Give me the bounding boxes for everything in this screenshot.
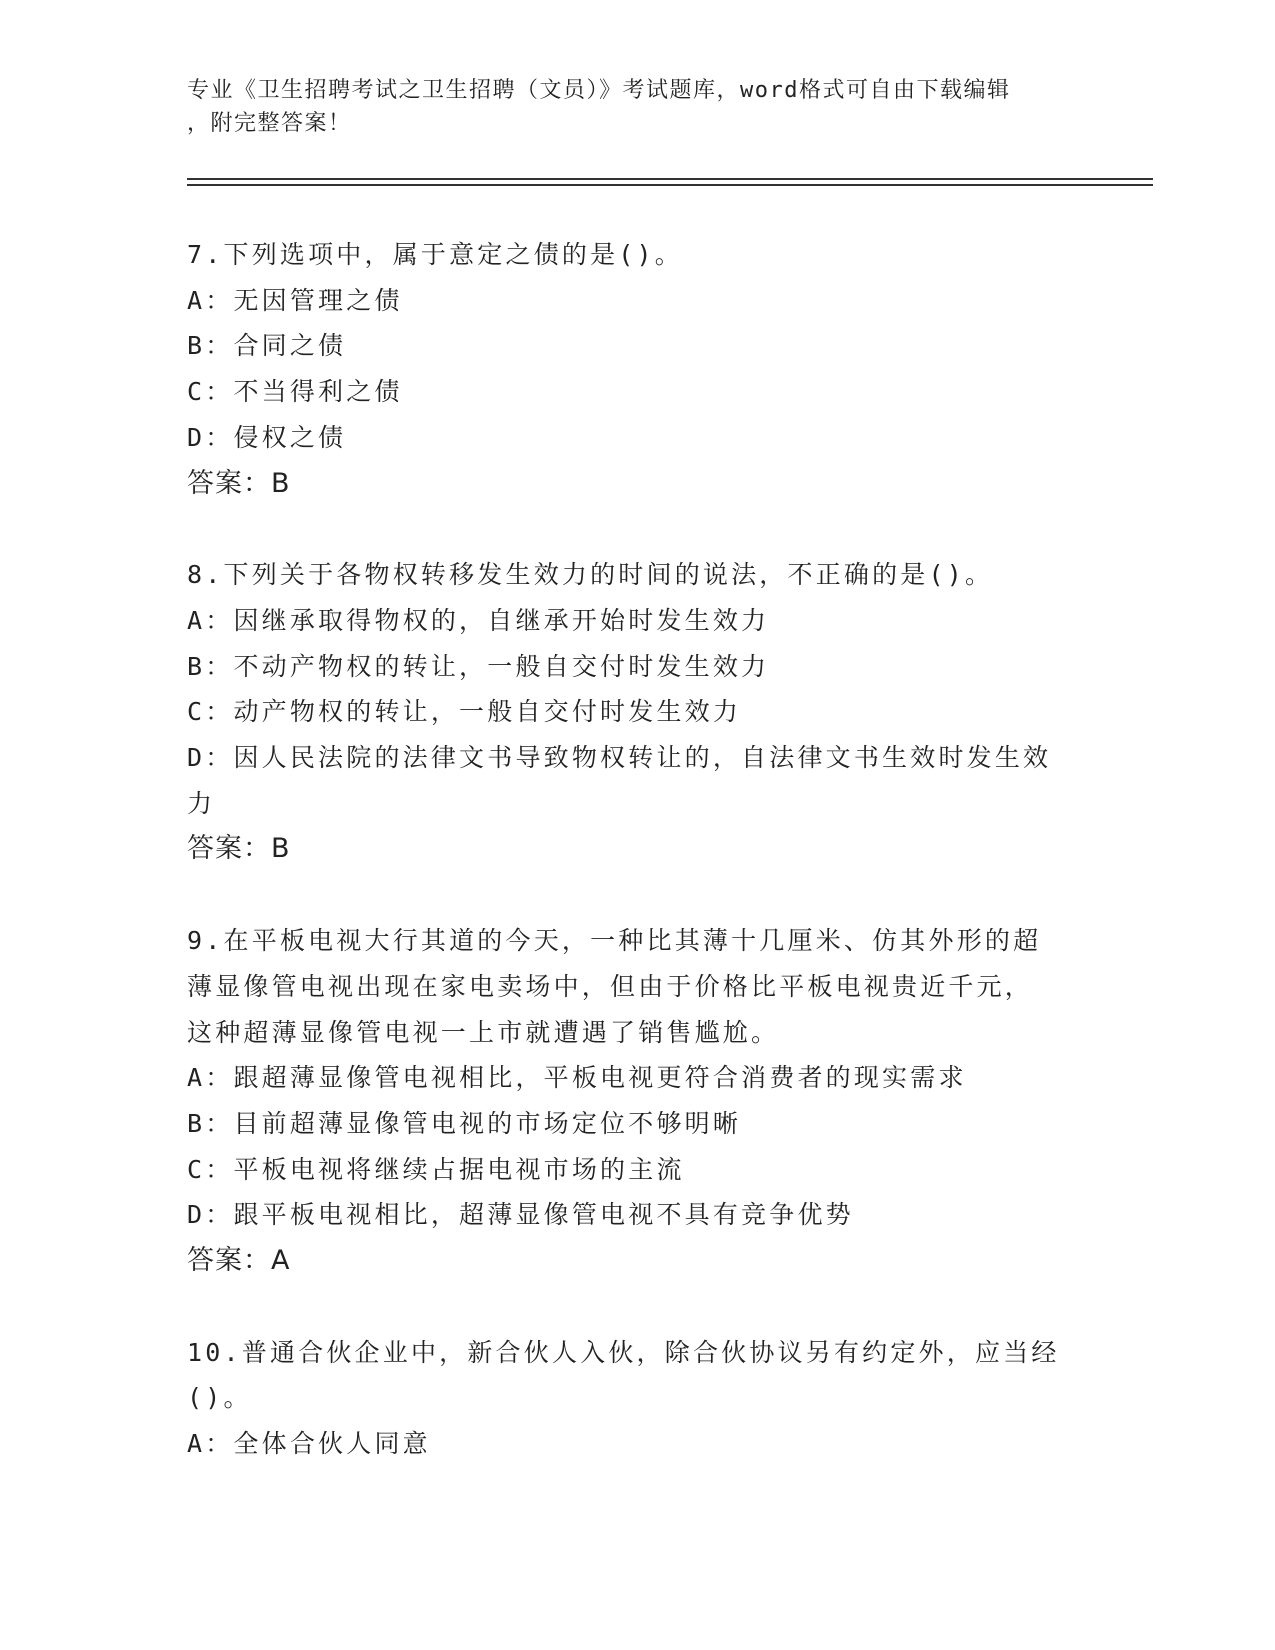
answer-key: 答案：B [187,833,291,865]
answer-option: C：动产物权的转让，一般自交付时发生效力 [187,697,742,727]
answer-option: 力 [187,788,216,818]
answer-option: B：目前超薄显像管电视的市场定位不够明晰 [187,1108,742,1138]
answer-key: 答案：B [187,467,291,499]
answer-option: A：无因管理之债 [187,285,403,315]
question-stem: 这种超薄显像管电视一上市就遭遇了销售尴尬。 [187,1017,780,1047]
question-block [187,232,1067,506]
header-divider-top [187,178,1153,180]
header-divider-bottom [187,184,1153,186]
question-stem: 8.下列关于各物权转移发生效力的时间的说法，不正确的是()。 [187,560,994,590]
question-block [187,552,1067,872]
question-list [187,232,1067,1513]
answer-option: A：全体合伙人同意 [187,1429,431,1459]
question-block [187,1330,1067,1467]
answer-option: D：因人民法院的法律文书导致物权转让的，自法律文书生效时发生效 [187,743,1052,773]
answer-option: A：跟超薄显像管电视相比，平板电视更符合消费者的现实需求 [187,1063,967,1093]
document-header [187,74,1067,140]
answer-option: D：跟平板电视相比，超薄显像管电视不具有竞争优势 [187,1200,854,1230]
question-stem: ()。 [187,1383,252,1413]
question-block [187,918,1067,1284]
question-stem: 10.普通合伙企业中，新合伙人入伙，除合伙协议另有约定外，应当经 [187,1337,1060,1367]
question-stem: 7.下列选项中，属于意定之债的是()。 [187,240,684,269]
question-stem: 薄显像管电视出现在家电卖场中，但由于价格比平板电视贵近千元， [187,971,1034,1001]
answer-key: 答案：A [187,1245,291,1277]
answer-option: D：侵权之债 [187,422,347,452]
answer-option: B：合同之债 [187,331,347,361]
answer-option: C：平板电视将继续占据电视市场的主流 [187,1154,685,1184]
question-stem: 9.在平板电视大行其道的今天，一种比其薄十几厘米、仿其外形的超 [187,926,1042,956]
header-line-1: 专业《卫生招聘考试之卫生招聘（文员）》考试题库，word格式可自由下载编辑 [187,78,1011,103]
answer-option: C：不当得利之债 [187,377,403,407]
answer-option: A：因继承取得物权的，自继承开始时发生效力 [187,605,770,635]
answer-option: B：不动产物权的转让，一般自交付时发生效力 [187,651,770,681]
header-line-2: ，附完整答案！ [187,111,352,136]
